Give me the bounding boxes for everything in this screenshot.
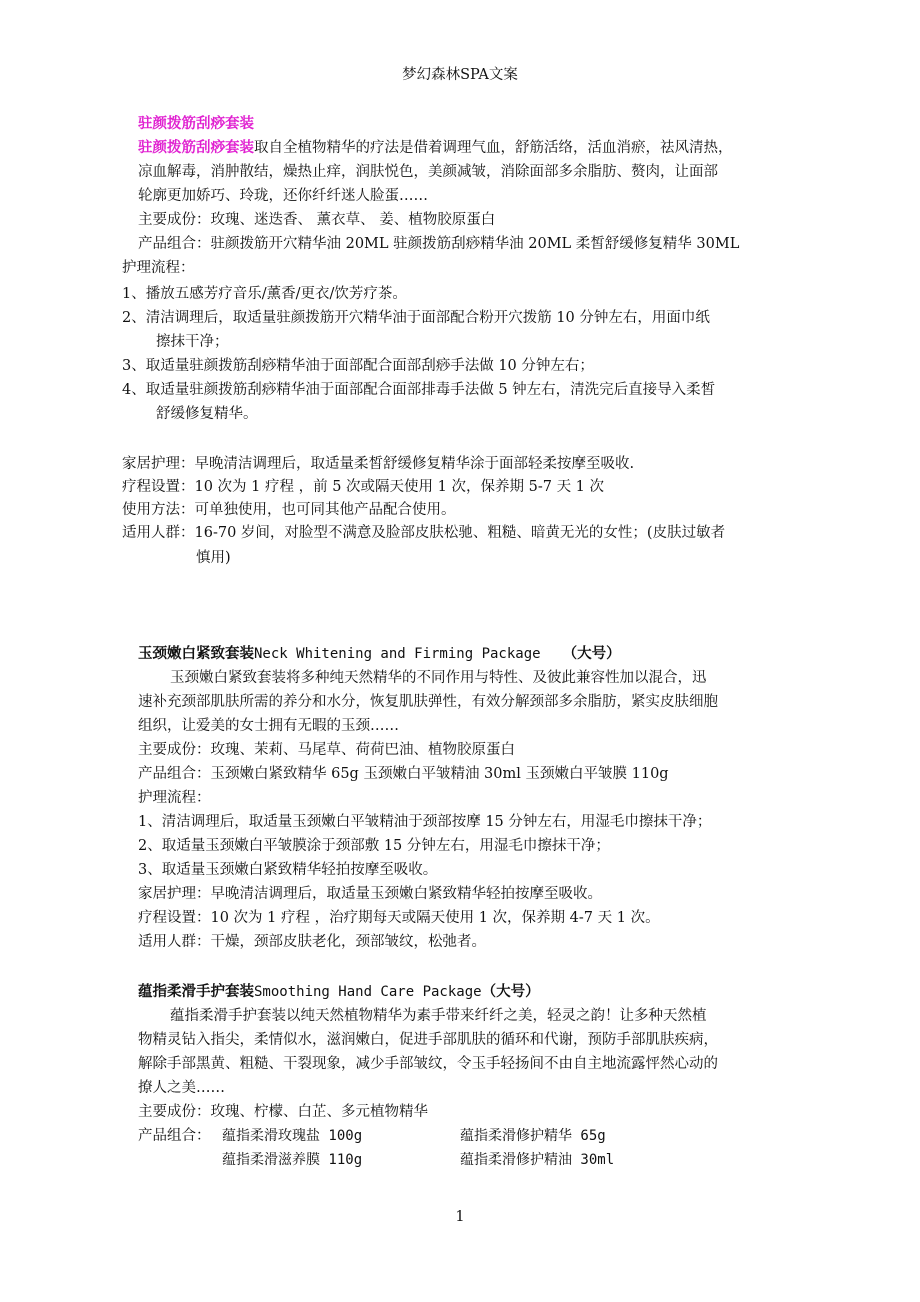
page-number: 1	[455, 1209, 465, 1225]
section3-heading	[138, 981, 540, 1003]
section1-step-4-cont: 舒缓修复精华。	[156, 406, 258, 422]
section1-intro-line-1	[138, 137, 733, 159]
section1-intro-line-3: 轮廓更加娇巧、玲珑，还你纤纤迷人脸蛋……	[138, 188, 428, 204]
section1-usage: 使用方法：可单独使用，也可同其他产品配合使用。	[122, 502, 456, 518]
section2-process-title: 护理流程：	[138, 790, 211, 806]
section3-intro-line-4: 撩人之美……	[138, 1080, 225, 1096]
section1-suitable-cont: 慎用)	[196, 550, 231, 566]
section2-intro-line-1: 玉颈嫩白紧致套装将多种纯天然精华的不同作用与特性、及彼此兼容性加以混合，迅	[170, 670, 707, 686]
section3-product-1: 蕴指柔滑玫瑰盐 100g	[222, 1128, 363, 1144]
section3-title: 蕴指柔滑手护套装	[138, 983, 254, 1000]
section2-title-en: Neck Whitening and Firming Package	[254, 646, 541, 662]
section2-ingredients: 主要成份：玫瑰、茉莉、马尾草、荷荷巴油、植物胶原蛋白	[138, 742, 515, 758]
section3-product-4: 蕴指柔滑修护精油 30ml	[460, 1152, 615, 1168]
page-header: 梦幻森林SPA文案	[402, 67, 518, 83]
section1-step-4: 4、取适量驻颜拨筋刮痧精华油于面部配合面部排毒手法做 5 钟左右，清洗完后直接导入柔皙	[122, 382, 716, 398]
section1-home-care: 家居护理：早晚清洁调理后，取适量柔皙舒缓修复精华涂于面部轻柔按摩至吸收.	[122, 456, 635, 472]
section3-intro-line-3: 解除手部黑黄、粗糙、干裂现象，减少手部皱纹，令玉手轻扬间不由自主地流露怦然心动的	[138, 1056, 718, 1072]
section1-ingredients: 主要成份：玫瑰、迷迭香、 薰衣草、 姜、植物胶原蛋白	[138, 212, 496, 228]
section2-step-1: 1、清洁调理后，取适量玉颈嫩白平皱精油于颈部按摩 15 分钟左右，用湿毛巾擦抹干净；	[138, 814, 712, 830]
section1-process-title: 护理流程：	[122, 260, 195, 276]
section2-size: （大号）	[562, 645, 621, 662]
section3-ingredients: 主要成份：玫瑰、柠檬、白芷、多元植物精华	[138, 1104, 428, 1120]
section3-combination-label: 产品组合：	[138, 1128, 211, 1144]
section2-step-2: 2、取适量玉颈嫩白平皱膜涂于颈部敷 15 分钟左右，用湿毛巾擦抹干净；	[138, 838, 610, 854]
section1-suitable: 适用人群：16-70 岁间，对脸型不满意及脸部皮肤松驰、粗糙、暗黄无光的女性；(皮肤过敏者	[122, 525, 726, 541]
section2-course: 疗程设置：10 次为 1 疗程 ，治疗期每天或隔天使用 1 次，保养期 4-7 天 1 次。	[138, 910, 660, 926]
section2-heading	[138, 643, 621, 665]
section1-intro-text: 取自全植物精华的疗法是借着调理气血，舒筋活络，活血消瘀，祛风清热，	[254, 140, 733, 156]
section1-step-2: 2、清洁调理后，取适量驻颜拨筋开穴精华油于面部配合粉开穴拨筋 10 分钟左右，用面巾纸	[122, 310, 710, 326]
section2-intro-line-2: 速补充颈部肌肤所需的养分和水分，恢复肌肤弹性，有效分解颈部多余脂肪，紧实皮肤细胞	[138, 694, 718, 710]
section3-product-3: 蕴指柔滑滋养膜 110g	[222, 1152, 363, 1168]
section1-combination: 产品组合：驻颜拨筋开穴精华油 20ML 驻颜拨筋刮痧精华油 20ML 柔皙舒缓修复精华 30ML	[138, 236, 740, 252]
section1-step-3: 3、取适量驻颜拨筋刮痧精华油于面部配合面部刮痧手法做 10 分钟左右；	[122, 358, 594, 374]
section2-step-3: 3、取适量玉颈嫩白紧致精华轻拍按摩至吸收。	[138, 862, 438, 878]
section3-product-2: 蕴指柔滑修护精华 65g	[460, 1128, 606, 1144]
section1-intro-highlight: 驻颜拨筋刮痧套装	[138, 139, 254, 156]
section1-title: 驻颜拨筋刮痧套装	[138, 115, 254, 132]
section3-intro-line-1: 蕴指柔滑手护套装以纯天然植物精华为素手带来纤纤之美，轻灵之韵！让多种天然植	[170, 1008, 707, 1024]
section3-size: （大号）	[481, 983, 540, 1000]
section2-home-care: 家居护理：早晚清洁调理后，取适量玉颈嫩白紧致精华轻拍按摩至吸收。	[138, 886, 602, 902]
section2-title: 玉颈嫩白紧致套装	[138, 645, 254, 662]
section2-intro-line-3: 组织，让爱美的女士拥有无暇的玉颈……	[138, 718, 399, 734]
section1-step-2-cont: 擦抹干净；	[156, 334, 229, 350]
section2-combination: 产品组合：玉颈嫩白紧致精华 65g 玉颈嫩白平皱精油 30ml 玉颈嫩白平皱膜 110g	[138, 766, 669, 782]
section1-intro-line-2: 凉血解毒，消肿散结，燥热止痒，润肤悦色，美颜减皱，消除面部多余脂肪、赘肉，让面部	[138, 164, 718, 180]
section2-suitable: 适用人群：干燥，颈部皮肤老化，颈部皱纹，松弛者。	[138, 934, 486, 950]
section3-title-en: Smoothing Hand Care Package	[254, 984, 482, 1000]
section3-intro-line-2: 物精灵钻入指尖，柔情似水，滋润嫩白，促进手部肌肤的循环和代谢，预防手部肌肤疾病，	[138, 1032, 718, 1048]
section1-course: 疗程设置：10 次为 1 疗程 ，前 5 次或隔天使用 1 次，保养期 5-7 天 1 次	[122, 479, 605, 495]
section1-step-1: 1、播放五感芳疗音乐/薰香/更衣/饮芳疗茶。	[122, 286, 407, 302]
